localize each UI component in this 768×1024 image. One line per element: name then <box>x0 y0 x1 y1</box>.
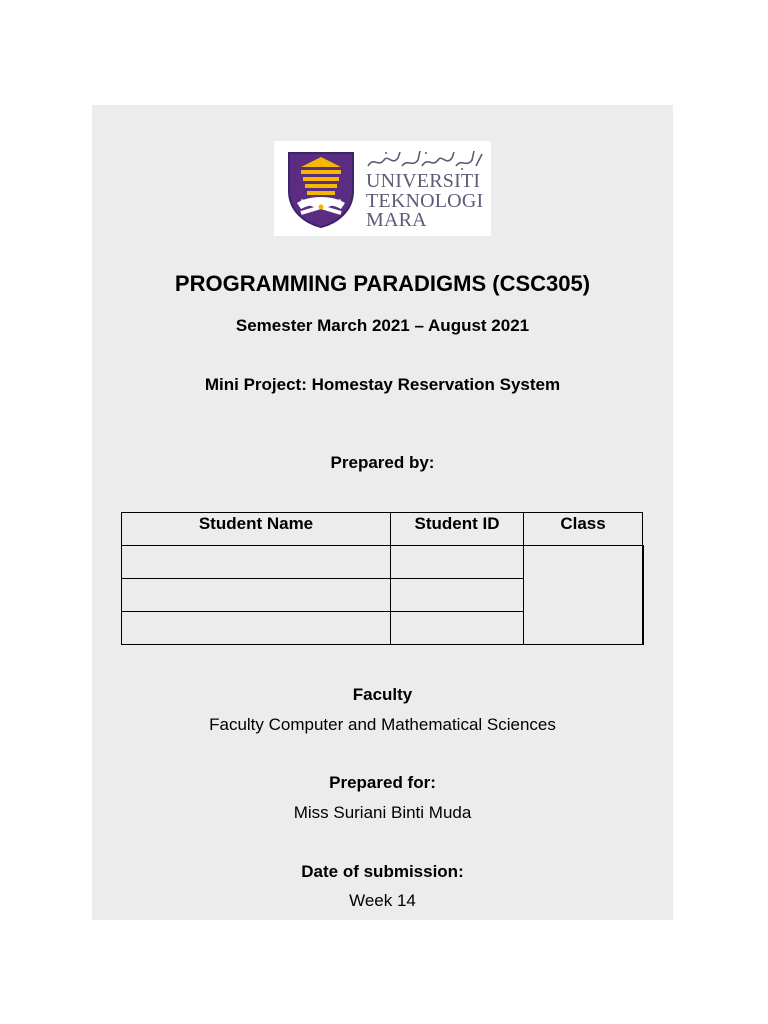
logo-line-teknologi: TEKNOLOGI <box>366 190 484 212</box>
student-name-cell[interactable] <box>122 546 391 579</box>
faculty-value: Faculty Computer and Mathematical Sciences <box>209 715 556 734</box>
submission-date-value: Week 14 <box>349 891 416 910</box>
table-row <box>122 546 643 579</box>
students-table <box>121 512 644 645</box>
student-id-cell[interactable] <box>391 612 524 645</box>
logo-jawi-text <box>366 148 484 172</box>
cover-page <box>92 105 673 920</box>
student-id-cell[interactable] <box>391 579 524 612</box>
project-title: Mini Project: Homestay Reservation System <box>204 375 561 394</box>
course-title: PROGRAMMING PARADIGMS (CSC305) <box>174 271 591 296</box>
logo-line-mara: MARA <box>366 209 427 231</box>
prepared-by-label: Prepared by: <box>330 453 435 472</box>
submission-date-label: Date of submission: <box>301 862 464 881</box>
student-id-cell[interactable] <box>391 546 524 579</box>
table-header-row <box>122 513 643 546</box>
column-header-class: Class <box>524 513 643 546</box>
student-name-cell[interactable] <box>122 612 391 645</box>
column-header-student-id: Student ID <box>391 513 524 546</box>
faculty-label: Faculty <box>352 685 413 704</box>
class-cell[interactable] <box>524 546 643 645</box>
logo-line-universiti: UNIVERSITI <box>366 170 481 192</box>
uitm-shield-icon <box>287 151 355 229</box>
prepared-for-label: Prepared for: <box>329 773 436 792</box>
university-logo <box>274 141 491 236</box>
student-name-cell[interactable] <box>122 579 391 612</box>
semester-line: Semester March 2021 – August 2021 <box>235 316 530 335</box>
prepared-for-value: Miss Suriani Binti Muda <box>293 803 472 822</box>
column-header-student-name: Student Name <box>122 513 391 546</box>
